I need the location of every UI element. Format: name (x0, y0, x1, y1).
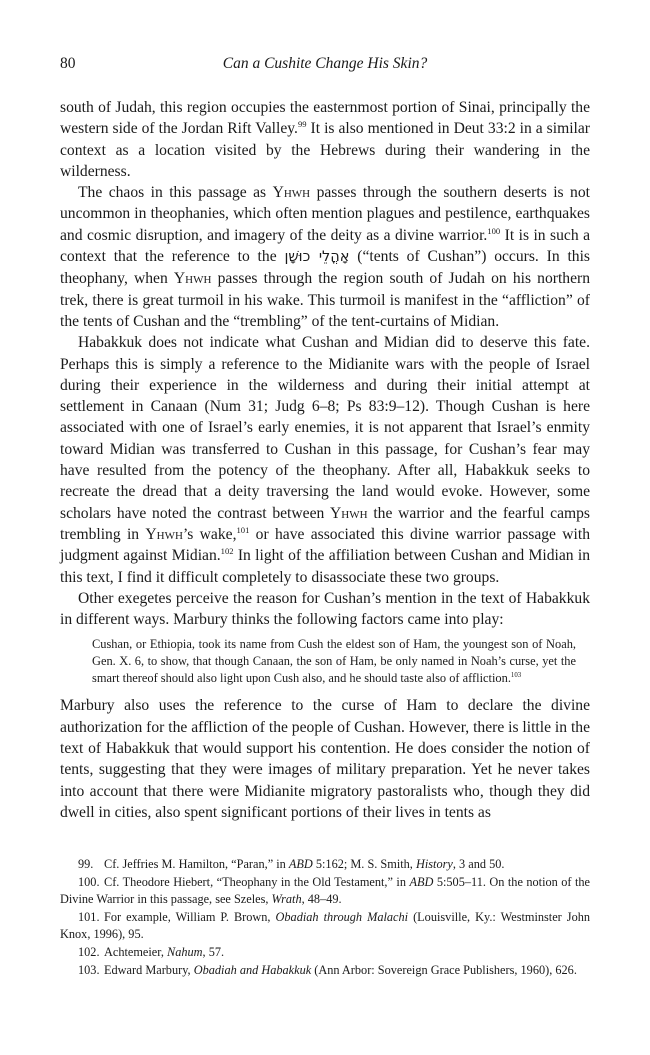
text-run: Cf. Jeffries M. Hamilton, “Paran,” in (104, 857, 289, 871)
footnote-102 (60, 944, 590, 962)
text-run: Achtemeier, (104, 944, 168, 959)
page-number: 80 (60, 55, 76, 72)
text-run: 5:162; M. S. Smith, (312, 857, 416, 871)
footnote-number: 101. (78, 909, 100, 924)
italic-text: History (415, 857, 453, 871)
paragraph-1 (60, 97, 590, 182)
paragraph-2 (60, 182, 590, 332)
italic-text: Obadiah and Habakkuk (193, 962, 312, 977)
italic-text: Obadiah through Malachi (275, 909, 409, 924)
main-text (60, 97, 590, 630)
footnote-number: 99. (78, 857, 94, 871)
text-run: The chaos in this passage as (78, 184, 273, 202)
footnotes (60, 856, 590, 979)
main-text-continued (60, 695, 590, 823)
divine-name: Yhwh (330, 504, 368, 522)
text-run: the warrior and the fearful camps trembling in (60, 504, 590, 543)
hebrew-phrase: אָהֳלֵי כוּשָׁן (284, 249, 350, 266)
text-run: For example, William P. Brown, (104, 909, 276, 924)
divine-name: Yhwh (173, 270, 212, 288)
text-run: or have associated this divine warrior passage with judgment against Midian. (60, 525, 591, 565)
divine-name: Yhwh (145, 525, 183, 543)
italic-text: Nahum (167, 944, 203, 959)
footnote-number: 102. (78, 944, 100, 959)
italic-text: ABD (288, 857, 313, 871)
text-run: (“tents of Cushan”) occurs. In this theophany, when (60, 248, 590, 288)
footnote-ref-100[interactable]: 100 (487, 225, 501, 236)
footnote-ref-102[interactable]: 102 (220, 546, 234, 557)
text-run: Habakkuk does not indicate what Cushan and Midian did to deserve this fate. Perhaps this is simply a reference to the Midianite wars with the people of Israel during their experience in the wilderness and during their initial attempt at settlement in Canaan (Num 31; Judg 6–8; Ps 83:9–12). Though Cushan is here associated with one of Israel’s early enemies, it is not apparent that Israel’s enmity toward Midian was transferred to Cushan in this passage, for Cushan’s fear may have resulted from the potency of the theophany. After all, Habakkuk seeks to recreate the dread that a deity traversing the land would evoke. However, some scholars have noted the contrast between (60, 334, 590, 522)
running-title: Can a Cushite Change His Skin? (222, 55, 428, 72)
text-run: ’s wake, (182, 525, 237, 543)
italic-text: Wrath (271, 892, 302, 907)
text-run: Edward Marbury, (104, 962, 194, 977)
footnote-number: 100. (78, 874, 100, 889)
text-run: passes through the region south of Judah on his northern trek, there is great turmoil in his wake. This turmoil is manifest in the “affliction” of the tents of Cushan and the “trembling” of the tent-curtains of Midian. (60, 270, 590, 330)
paragraph-5: Marbury also uses the reference to the curse of Ham to declare the divine authorization for the affliction of the people of Cushan. However, there is little in the text of Habakkuk that would support his contention. He does consider the notion of tents, suggesting that they were images of military preparation. Yet he never takes into account that there were Midianite migratory pastoralists who, though they did dwell in cities, also spent significant portions of their lives in tents as (60, 697, 590, 821)
text-run: (Louisville, Ky.: Westminster John Knox, 1996), 95. (60, 909, 591, 942)
running-header (60, 55, 590, 79)
footnote-99 (60, 856, 590, 874)
footnote-number: 103. (78, 962, 100, 977)
footnote-ref-99[interactable]: 99 (297, 119, 307, 130)
paragraph-3 (60, 332, 590, 588)
text-run: , 48–49. (301, 892, 342, 907)
italic-text: ABD (409, 874, 434, 889)
footnote-100 (60, 874, 590, 909)
text-run: passes through the southern deserts is not uncommon in theophanies, which often mention plagues and pestilence, earthquakes and cosmic disruption, and imagery of the deity as a divine warrior. (60, 184, 590, 244)
text-run: 5:505–11. On the notion of the Divine Warrior in this passage, see Szeles, (60, 874, 591, 907)
divine-name: Yhwh (272, 184, 311, 202)
text-run: Cushan, or Ethiopia, took its name from Cush the eldest son of Ham, the youngest son of Noah, Gen. X. 6, to show, that though Canaan, the son of Ham, be only named in Noah’s curse, yet the smart thereof should also light upon Cush also, and he should taste also of affliction. (92, 637, 576, 686)
text-run: (Ann Arbor: Sovereign Grace Publishers, 1960), 626. (311, 962, 577, 977)
quote-text (92, 636, 576, 687)
text-run: In light of the affiliation between Cushan and Midian in this text, I find it difficult completely to disassociate these two groups. (60, 547, 590, 586)
text-run: Cf. Theodore Hiebert, “Theophany in the Old Testament,” in (104, 874, 410, 889)
footnote-ref-103[interactable]: 103 (510, 672, 522, 680)
footnote-103 (60, 962, 590, 980)
text-run: south of Judah, this region occupies the easternmost portion of Sinai, principally the western side of the Jordan Rift Valley. (60, 99, 590, 138)
text-run: It is also mentioned in Deut 33:2 in a similar context as a location visited by the Hebrews during their wandering in the wilderness. (60, 120, 590, 180)
text-run: , 3 and 50. (452, 857, 505, 871)
paragraph-4: Other exegetes perceive the reason for Cushan’s mention in the text of Habakkuk in different ways. Marbury thinks the following factors came into play: (60, 589, 590, 629)
text-run: , 57. (202, 944, 225, 959)
footnote-101 (60, 909, 590, 944)
text-run: It is in such a context that the reference to the (60, 226, 590, 266)
book-page (60, 55, 590, 823)
block-quote (92, 636, 576, 687)
footnote-ref-101[interactable]: 101 (236, 524, 250, 535)
